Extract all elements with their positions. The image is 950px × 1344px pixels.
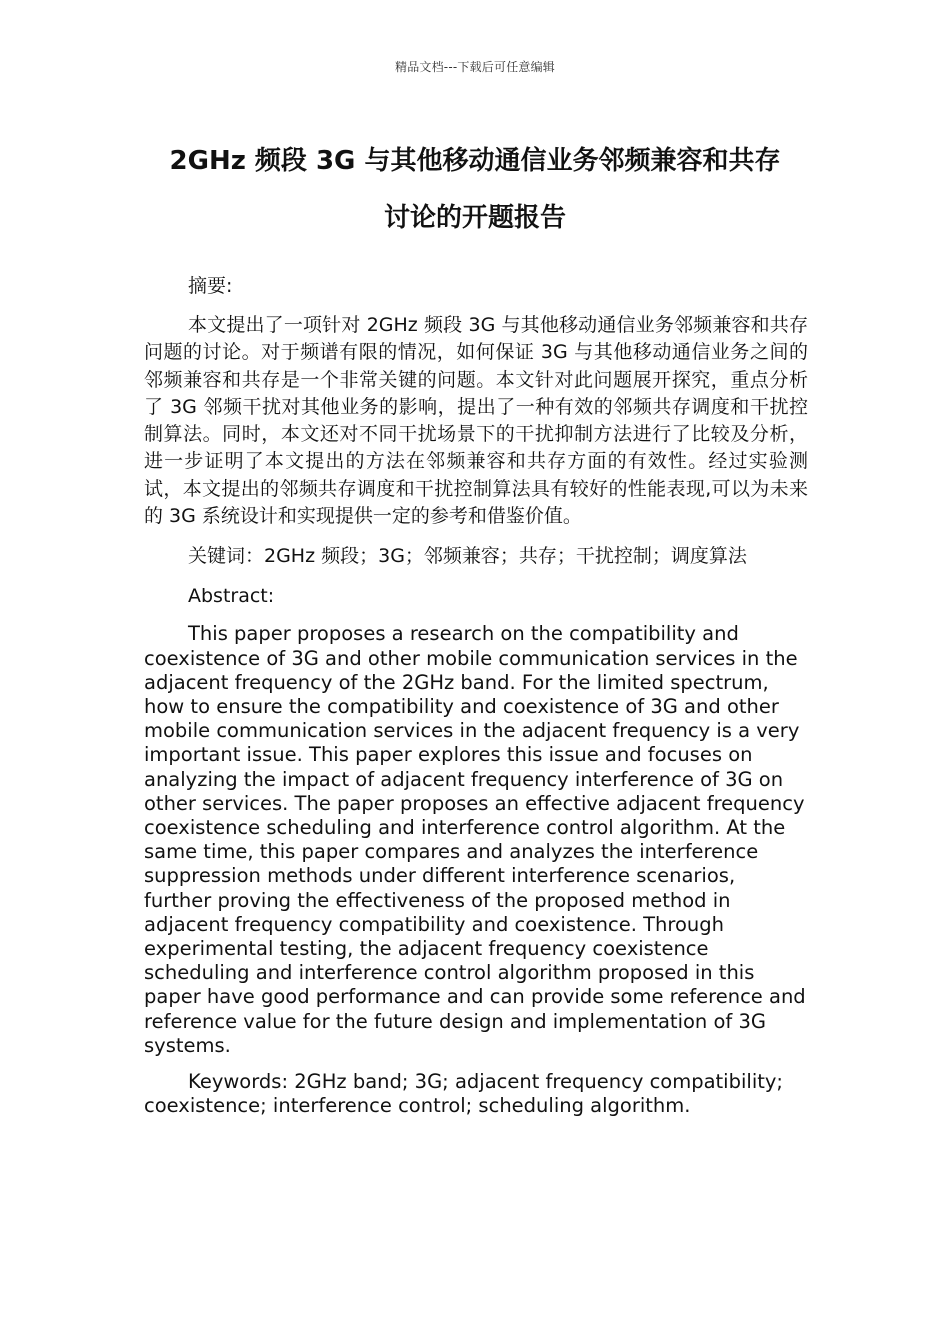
document-body [144, 272, 808, 1118]
abstract-text-en: This paper proposes a research on the compatibility and coexistence of 3G and other mobile communication services in the adjacent frequency of the 2GHz band. For the limited spectrum, how to ensure the compatibility and coexistence of 3G and other mobile communication services in the adjacent frequency is a very important issue. This paper explores this issue and focuses on analyzing the impact of adjacent frequency interference of 3G on other services. The paper proposes an effective adjacent frequency coexistence scheduling and interference control algorithm. At the same time, this paper compares and analyzes the interference suppression methods under different interference scenarios, further proving the effectiveness of the proposed method in adjacent frequency compatibility and coexistence. Through experimental testing, the adjacent frequency coexistence scheduling and interference control algorithm proposed in this paper have good performance and can provide some reference and reference value for the future design and implementation of 3G systems. [144, 622, 806, 1057]
header-note: 精品文档---下载后可任意编辑 [395, 60, 555, 74]
title-line-1: 2GHz 频段 3G 与其他移动通信业务邻频兼容和共存 [169, 146, 781, 176]
keywords-zh: 关键词：2GHz 频段；3G；邻频兼容；共存；干扰控制；调度算法 [188, 545, 747, 568]
keywords-en: Keywords: 2GHz band; 3G; adjacent frequency compatibility; coexistence; interference control; scheduling algorithm. [144, 1070, 783, 1118]
abstract-label-en: Abstract: [188, 585, 275, 608]
abstract-text-zh: 本文提出了一项针对 2GHz 频段 3G 与其他移动通信业务邻频兼容和共存问题的讨论。对于频谱有限的情况，如何保证 3G 与其他移动通信业务之间的邻频兼容和共存是一个非常关键的问题。本文针对此问题展开探究，重点分析了 3G 邻频干扰对其他业务的影响，提出了一种有效的邻频共存调度和干扰控制算法。同时，本文还对不同干扰场景下的干扰抑制方法进行了比较及分析，进一步证明了本文提出的方法在邻频兼容和共存方面的有效性。经过实验测试，本文提出的邻频共存调度和干扰控制算法具有较好的性能表现,可以为未来的 3G 系统设计和实现提供一定的参考和借鉴价值。 [144, 314, 808, 528]
abstract-label-zh: 摘要: [188, 275, 233, 297]
title-line-2: 讨论的开题报告 [383, 203, 566, 233]
